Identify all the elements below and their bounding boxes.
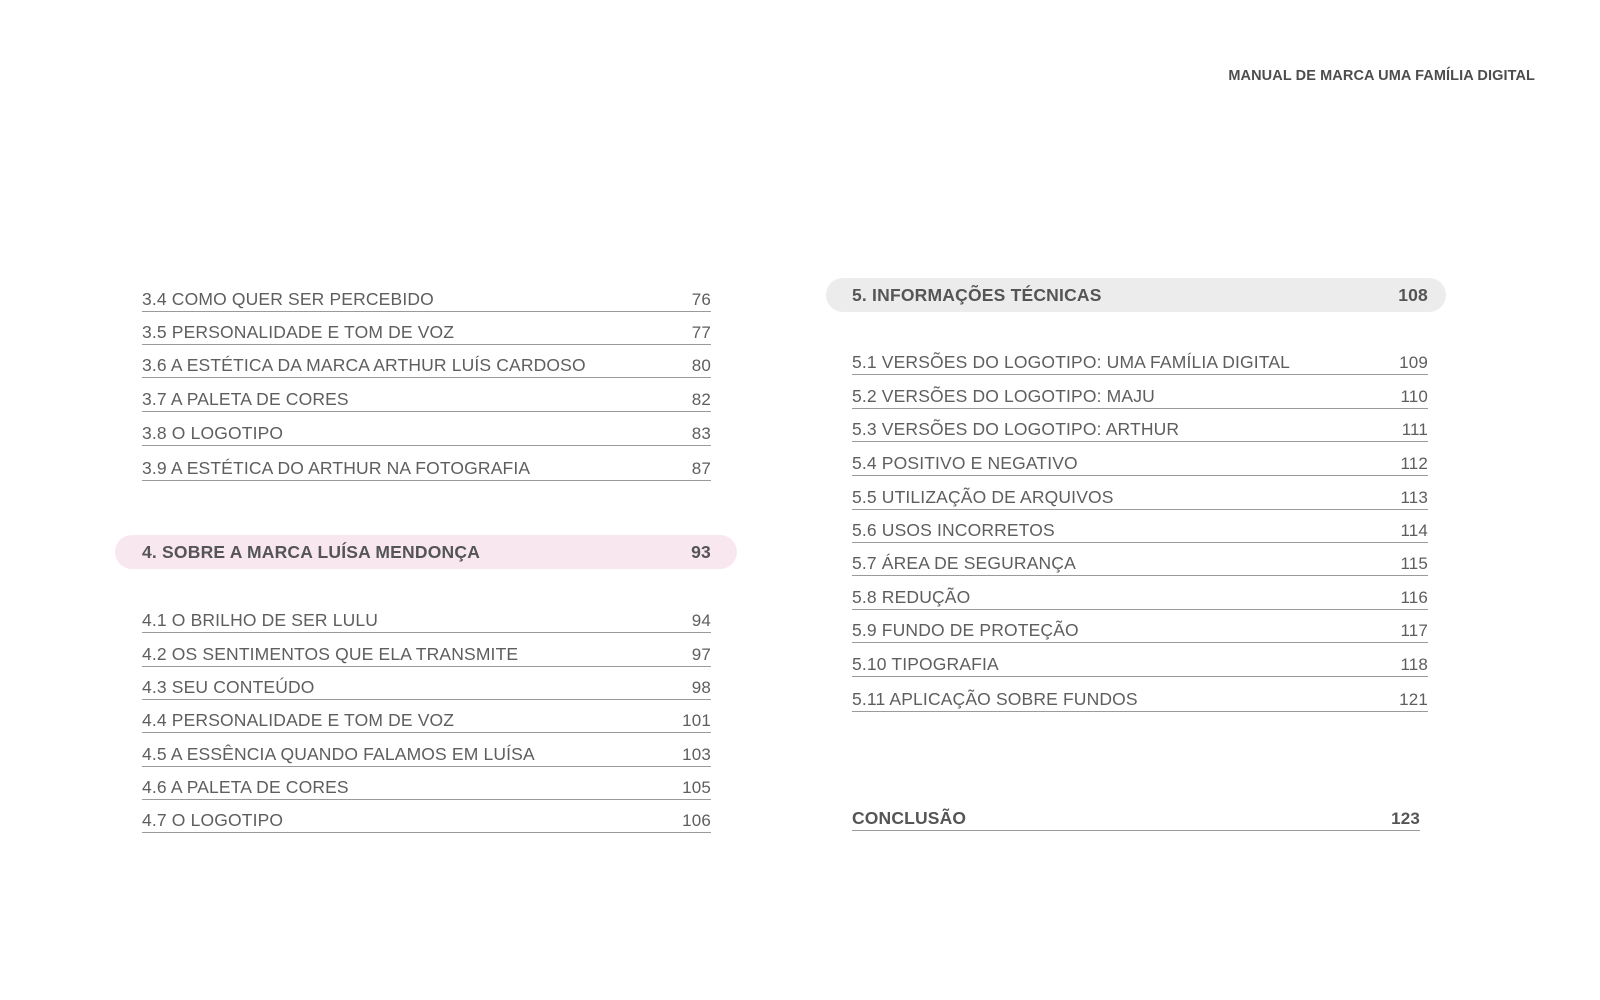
toc-entry-label: 5.10 TIPOGRAFIA xyxy=(852,654,999,674)
toc-entry-page: 80 xyxy=(691,356,711,375)
toc-entry-page: 97 xyxy=(691,645,711,664)
toc-entry-label: 5.8 REDUÇÃO xyxy=(852,587,971,607)
toc-entry-label: 5.4 POSITIVO E NEGATIVO xyxy=(852,453,1078,473)
toc-entry-4-2[interactable] xyxy=(142,637,711,667)
toc-entry-page: 121 xyxy=(1399,690,1428,709)
toc-entry-5-3[interactable] xyxy=(852,412,1428,442)
toc-entry-label: 5.6 USOS INCORRETOS xyxy=(852,520,1055,540)
toc-entry-label: 5.3 VERSÕES DO LOGOTIPO: ARTHUR xyxy=(852,419,1180,439)
toc-entry-3-4[interactable] xyxy=(142,282,711,312)
toc-entry-label: 4.3 SEU CONTEÚDO xyxy=(142,677,315,697)
toc-entry-page: 106 xyxy=(682,811,711,830)
toc-entry-3-7[interactable] xyxy=(142,382,711,412)
toc-entry-page: 101 xyxy=(682,711,711,730)
toc-entry-label: 3.5 PERSONALIDADE E TOM DE VOZ xyxy=(142,322,455,342)
toc-entry-page: 83 xyxy=(691,424,711,443)
toc-entry-label: 3.6 A ESTÉTICA DA MARCA ARTHUR LUÍS CARDOSO xyxy=(142,355,586,375)
toc-entry-5-11[interactable] xyxy=(852,682,1428,712)
toc-entry-4-6[interactable] xyxy=(142,770,711,800)
toc-entry-page: 94 xyxy=(691,611,711,630)
toc-entry-label: 3.8 O LOGOTIPO xyxy=(142,423,284,443)
toc-entry-label: 5.2 VERSÕES DO LOGOTIPO: MAJU xyxy=(852,386,1155,406)
toc-section-label: 4. SOBRE A MARCA LUÍSA MENDONÇA xyxy=(142,541,481,562)
toc-entry-label: 4.1 O BRILHO DE SER LULU xyxy=(142,610,379,630)
toc-entry-label: 5.11 APLICAÇÃO SOBRE FUNDOS xyxy=(852,689,1138,709)
toc-entry-page: 113 xyxy=(1400,488,1428,507)
toc-entry-label: 4.4 PERSONALIDADE E TOM DE VOZ xyxy=(142,710,455,730)
document-header-title: MANUAL DE MARCA UMA FAMÍLIA DIGITAL xyxy=(1228,68,1535,84)
toc-entry-4-4[interactable] xyxy=(142,703,711,733)
toc-section-page: 108 xyxy=(1398,284,1428,305)
toc-entry-page: 98 xyxy=(691,678,711,697)
toc-entry-page: 87 xyxy=(691,459,711,478)
toc-entry-4-5[interactable] xyxy=(142,737,711,767)
toc-entry-4-7[interactable] xyxy=(142,803,711,833)
toc-entry-label: 4.7 O LOGOTIPO xyxy=(142,810,284,830)
toc-entry-page: 110 xyxy=(1400,387,1428,406)
toc-section-5[interactable] xyxy=(826,278,1446,312)
toc-entry-5-8[interactable] xyxy=(852,580,1428,610)
toc-entry-5-9[interactable] xyxy=(852,613,1428,643)
toc-entry-5-4[interactable] xyxy=(852,446,1428,476)
toc-entry-4-1[interactable] xyxy=(142,603,711,633)
toc-entry-page: 115 xyxy=(1400,554,1428,573)
toc-entry-label: 3.7 A PALETA DE CORES xyxy=(142,389,349,409)
toc-entry-label: 4.2 OS SENTIMENTOS QUE ELA TRANSMITE xyxy=(142,644,519,664)
toc-entry-5-7[interactable] xyxy=(852,546,1428,576)
toc-entry-label: 3.4 COMO QUER SER PERCEBIDO xyxy=(142,289,434,309)
toc-entry-3-8[interactable] xyxy=(142,416,711,446)
toc-entry-3-6[interactable] xyxy=(142,348,711,378)
toc-entry-label: 5.1 VERSÕES DO LOGOTIPO: UMA FAMÍLIA DIGITAL xyxy=(852,352,1291,372)
toc-entry-label: 5.9 FUNDO DE PROTEÇÃO xyxy=(852,620,1079,640)
toc-entry-5-5[interactable] xyxy=(852,480,1428,510)
toc-entry-page: 114 xyxy=(1400,521,1428,540)
toc-entry-page: 117 xyxy=(1400,621,1428,640)
toc-entry-page: 105 xyxy=(682,778,711,797)
toc-entry-page: 82 xyxy=(691,390,711,409)
toc-entry-label: 4.5 A ESSÊNCIA QUANDO FALAMOS EM LUÍSA xyxy=(142,744,535,764)
toc-entry-page: 76 xyxy=(691,290,711,309)
toc-entry-3-5[interactable] xyxy=(142,315,711,345)
toc-entry-page: 118 xyxy=(1400,655,1428,674)
toc-entry-5-2[interactable] xyxy=(852,379,1428,409)
toc-entry-conclusion[interactable] xyxy=(852,801,1420,831)
toc-entry-5-10[interactable] xyxy=(852,647,1428,677)
toc-entry-page: 111 xyxy=(1401,420,1428,439)
toc-section-label: 5. INFORMAÇÕES TÉCNICAS xyxy=(852,284,1102,305)
toc-entry-page: 77 xyxy=(691,323,711,342)
toc-entry-page: 123 xyxy=(1391,809,1420,828)
toc-entry-5-1[interactable] xyxy=(852,345,1428,375)
toc-entry-label: 4.6 A PALETA DE CORES xyxy=(142,777,349,797)
toc-entry-label: CONCLUSÃO xyxy=(852,808,967,828)
toc-entry-page: 112 xyxy=(1400,454,1428,473)
toc-entry-page: 103 xyxy=(682,745,711,764)
toc-entry-label: 5.7 ÁREA DE SEGURANÇA xyxy=(852,553,1076,573)
toc-section-4[interactable] xyxy=(115,535,737,569)
toc-entry-page: 109 xyxy=(1399,353,1428,372)
toc-entry-5-6[interactable] xyxy=(852,513,1428,543)
toc-entry-4-3[interactable] xyxy=(142,670,711,700)
toc-entry-label: 3.9 A ESTÉTICA DO ARTHUR NA FOTOGRAFIA xyxy=(142,458,531,478)
toc-entry-3-9[interactable] xyxy=(142,451,711,481)
toc-section-page: 93 xyxy=(691,541,711,562)
toc-entry-page: 116 xyxy=(1400,588,1428,607)
toc-entry-label: 5.5 UTILIZAÇÃO DE ARQUIVOS xyxy=(852,487,1114,507)
